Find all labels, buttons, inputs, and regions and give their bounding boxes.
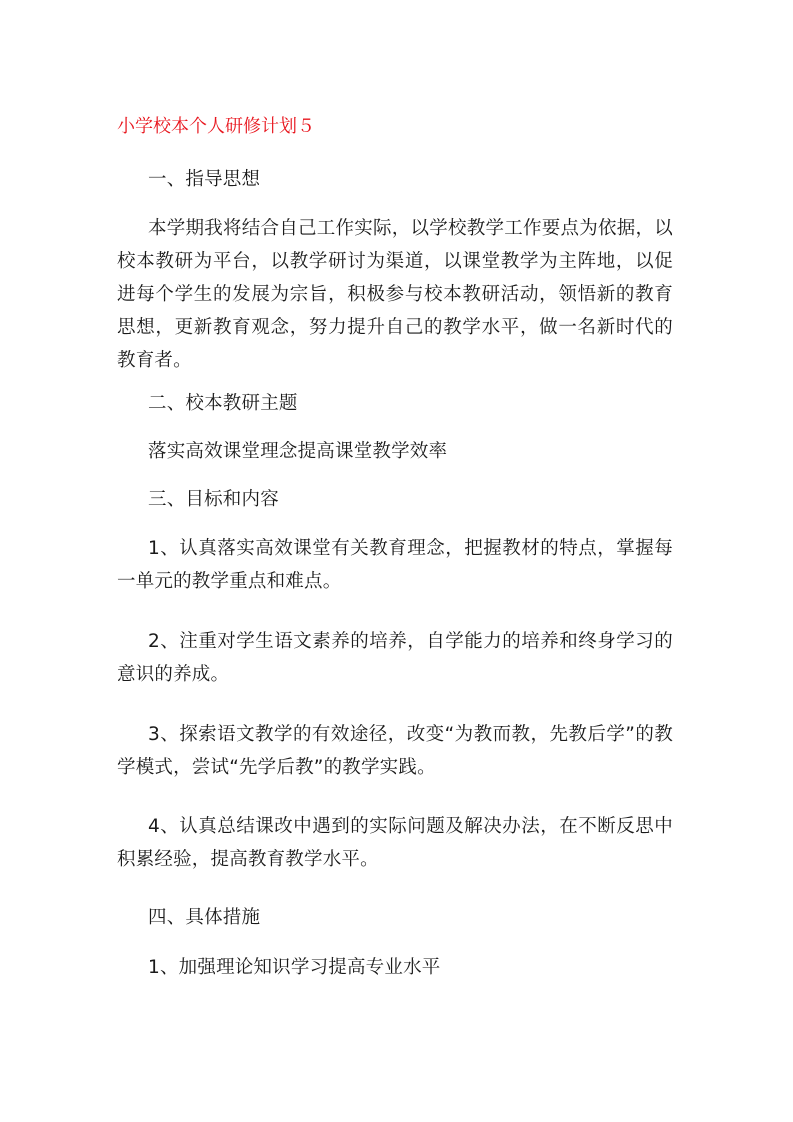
list-item-goal-3: 3、探索语文教学的有效途径，改变“为教而教，先教后学”的教学模式，尝试“先学后教”的教学实践。 — [117, 724, 673, 778]
section-heading-guiding-ideology: 一、指导思想 — [148, 169, 261, 190]
section-heading-measures: 四、具体措施 — [148, 907, 261, 928]
list-item-goal-2: 2、注重对学生语文素养的培养，自学能力的培养和终身学习的意识的养成。 — [117, 631, 673, 685]
section-heading-goals-content: 三、目标和内容 — [148, 489, 279, 510]
paragraph-research-theme: 落实高效课堂理念提高课堂教学效率 — [148, 441, 448, 462]
list-item-goal-4: 4、认真总结课改中遇到的实际问题及解决办法，在不断反思中积累经验，提高教育教学水平。 — [117, 816, 673, 870]
list-item-measure-1: 1、加强理论知识学习提高专业水平 — [148, 957, 441, 978]
document-title: 小学校本个人研修计划５ — [117, 116, 315, 137]
paragraph-guiding-ideology: 本学期我将结合自己工作实际，以学校教学工作要点为依据，以校本教研为平台，以教学研讨为渠道，以课堂教学为主阵地，以促进每个学生的发展为宗旨，积极参与校本教研活动，领悟新的教育思想，更新教育观念，努力提升自己的教学水平，做一名新时代的教育者。 — [117, 218, 673, 371]
list-item-goal-1: 1、认真落实高效课堂有关教育理念，把握教材的特点，掌握每一单元的教学重点和难点。 — [117, 538, 673, 592]
section-heading-research-theme: 二、校本教研主题 — [148, 393, 298, 414]
